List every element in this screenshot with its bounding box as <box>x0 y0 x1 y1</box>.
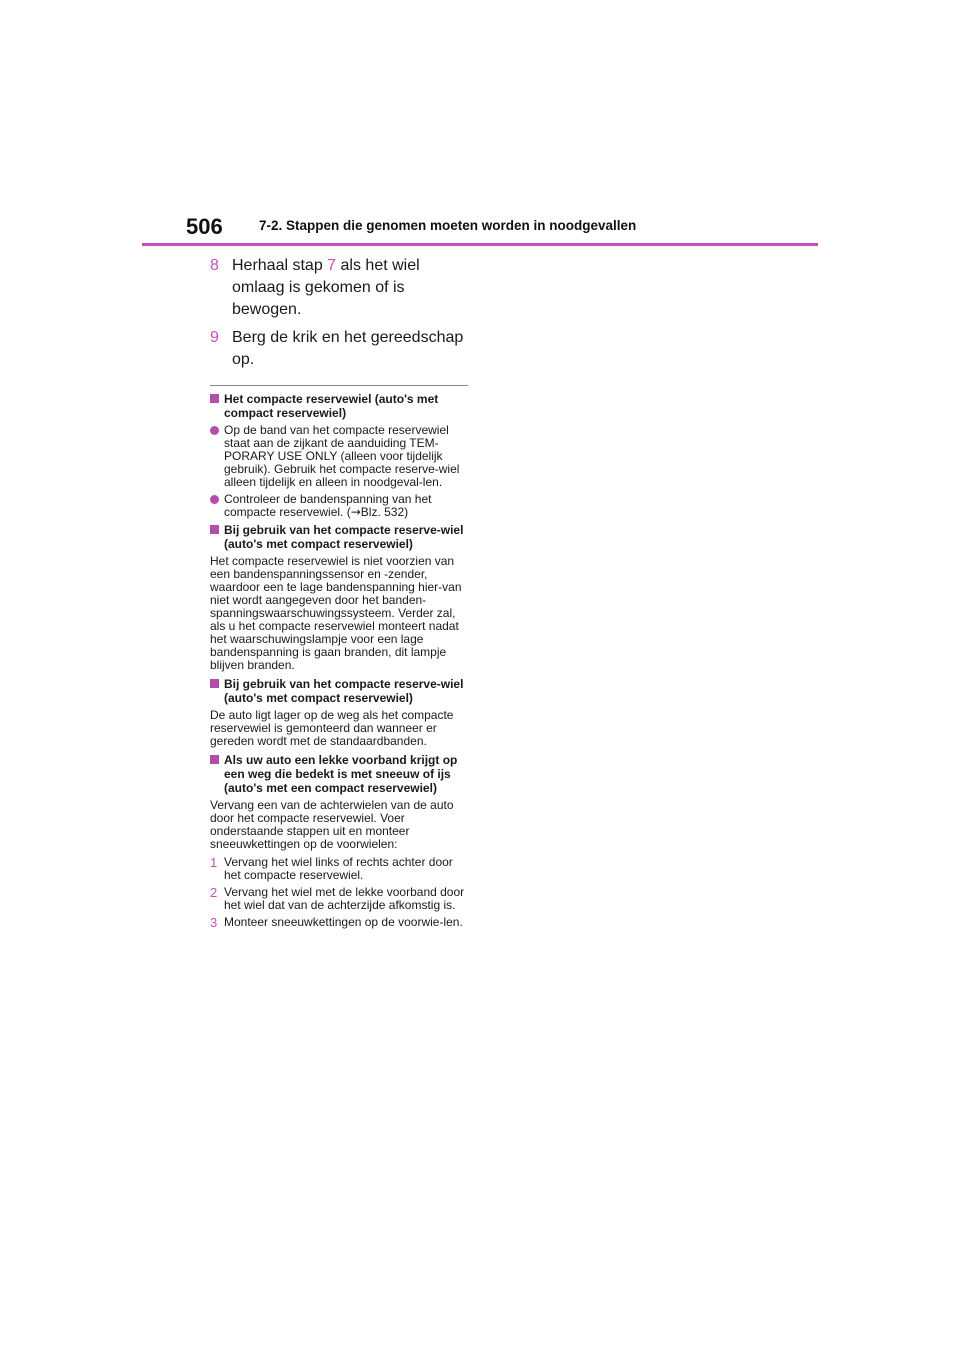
note-bullet: Controleer de bandenspanning van het compacte reservewiel. (→Blz. 532) <box>210 493 472 519</box>
item-number: 3 <box>210 915 218 930</box>
square-bullet-icon <box>210 679 219 688</box>
step-number: 8 <box>210 257 219 274</box>
circle-bullet-icon <box>210 495 219 504</box>
step-ref: 7 <box>327 257 337 274</box>
step-text: Herhaal stap 7 als het wiel omlaag is gekomen of is bewogen. <box>232 257 420 318</box>
step-8 <box>210 255 472 321</box>
section-divider <box>210 385 468 386</box>
square-bullet-icon <box>210 525 219 534</box>
square-bullet-icon <box>210 394 219 403</box>
note-heading: Als uw auto een lekke voorband krijgt op een weg die bedekt is met sneeuw of ijs (auto's met een compact reservewiel) <box>210 753 472 795</box>
page-reference-link[interactable]: Blz. 532) <box>360 505 409 519</box>
note-paragraph: Het compacte reservewiel is niet voorzien van een bandenspanningssensor en -zender, waardoor een te lage bandenspanning hier-van niet wordt aangegeven door het banden-spanningswaarschuwingssysteem. Verder zal, als u het compacte reservewiel monteert nadat het waarschuwingslampje voor een lage bandenspanning is gaan branden, dit lampje blijven branden. <box>210 554 462 672</box>
numbered-item: 3 Monteer sneeuwkettingen op de voorwie-len. <box>210 915 463 930</box>
numbered-item: 1 Vervang het wiel links of rechts achter door het compacte reservewiel. <box>210 855 453 882</box>
step-9 <box>210 327 472 371</box>
section-title: 7-2. Stappen die genomen moeten worden in noodgevallen <box>259 218 637 233</box>
item-number: 2 <box>210 885 218 900</box>
note-heading: Het compacte reservewiel (auto's met compact reservewiel) <box>210 392 472 420</box>
circle-bullet-icon <box>210 426 219 435</box>
step-text: Berg de krik en het gereedschap op. <box>232 329 464 368</box>
note-paragraph: De auto ligt lager op de weg als het compacte reservewiel is gemonteerd dan wanneer er gereden wordt met de standaardbanden. <box>210 708 454 748</box>
item-number: 1 <box>210 855 218 870</box>
main-column <box>210 255 472 933</box>
note-bullet: Op de band van het compacte reservewiel staat aan de zijkant de aanduiding TEM-PORARY USE ONLY (alleen voor tijdelijk gebruik). Gebruik het compacte reserve-wiel alleen tijdelijk en alleen in noodgeval-len. <box>210 424 472 489</box>
note-paragraph: Vervang een van de achterwielen van de auto door het compacte reservewiel. Voer onderstaande stappen uit en monteer sneeuwkettingen op de voorwielen: <box>210 798 454 851</box>
step-number: 9 <box>210 329 219 346</box>
note-heading: Bij gebruik van het compacte reserve-wiel (auto's met compact reservewiel) <box>210 677 472 705</box>
note-heading: Bij gebruik van het compacte reserve-wiel (auto's met compact reservewiel) <box>210 523 472 551</box>
square-bullet-icon <box>210 755 219 764</box>
page-number: 506 <box>186 214 223 239</box>
header-rule <box>142 243 818 246</box>
arrow-right-icon: → <box>350 505 361 519</box>
numbered-item: 2 Vervang het wiel met de lekke voorband door het wiel dat van de achterzijde afkomstig is. <box>210 885 465 912</box>
